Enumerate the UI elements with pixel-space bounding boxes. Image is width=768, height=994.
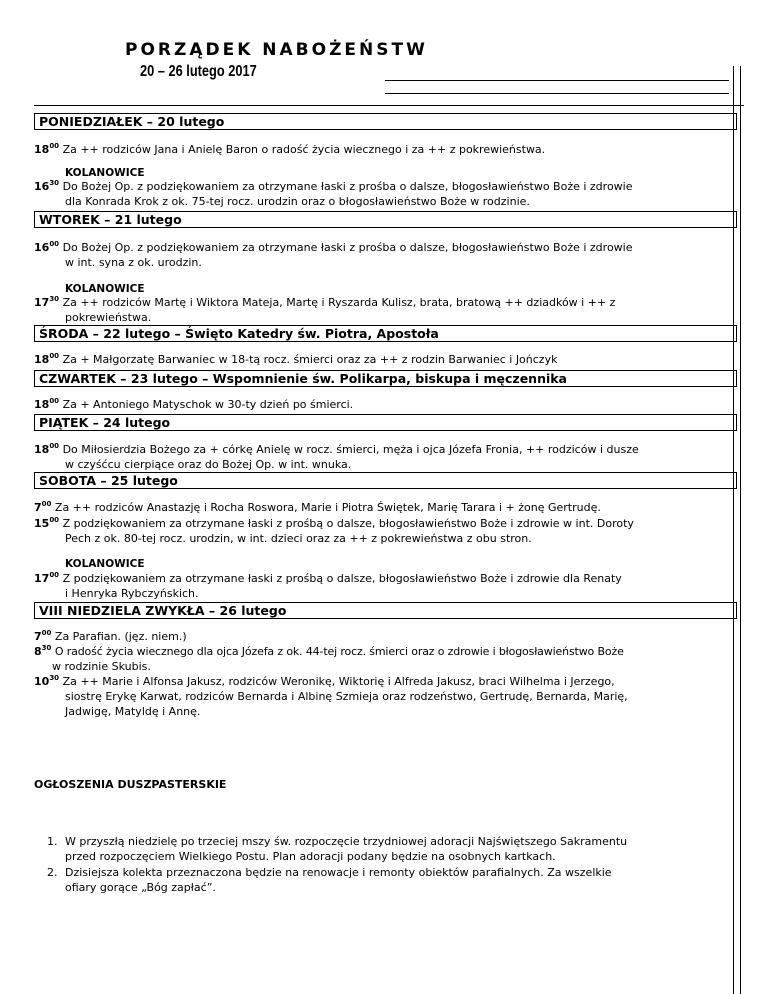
day-header-saturday: SOBOTA – 25 lutego (34, 472, 737, 489)
margin-line-2 (740, 66, 741, 994)
mass-entry-cont: w czyśćcu cierpiące oraz do Bożej Op. w int. wnuka. (65, 458, 352, 471)
mass-entry-cont: w rodzinie Skubis. (52, 660, 151, 673)
announcements-title: OGŁOSZENIA DUSZPASTERSKIE (34, 778, 227, 791)
day-header-wednesday: ŚRODA – 22 lutego – Święto Katedry św. Piotra, Apostoła (34, 325, 737, 342)
mass-entry: $18^{00}$ Za + Małgorzatę Barwaniec w 18-tą rocz. śmierci oraz za ++ z rodzin Barwaniec i Jończyk (34, 352, 558, 366)
mass-entry: $18^{00}$ Do Miłosierdzia Bożego za + córkę Anielę w rocz. śmierci, męża i ojca Józefa Fronia, ++ rodziców i dusze (34, 442, 639, 456)
mass-entry-cont: w int. syna z ok. urodzin. (65, 256, 202, 269)
mass-entry: $8^{30}$ O radość życia wiecznego dla ojca Józefa z ok. 44-tej rocz. śmierci oraz o zdrowie i błogosławieństwo Boże (34, 644, 624, 658)
mass-entry-cont: siostrę Erykę Karwat, rodziców Bernarda i Albinę Szmieja oraz rodzeństwo, Gertrudę, Bernarda, Marię, (65, 690, 628, 703)
day-header-monday: PONIEDZIAŁEK – 20 lutego (34, 113, 737, 130)
mass-entry-cont: pokrewieństwa. (65, 311, 152, 324)
mass-entry: $17^{00}$ Z podziękowaniem za otrzymane łaski z prośbą o dalsze, błogosławieństwo Boże i zdrowie dla Renaty (34, 571, 622, 585)
mass-entry-cont: Jadwigę, Matyldę i Annę. (65, 705, 201, 718)
mass-entry: $18^{00}$ Za + Antoniego Matyschok w 30-ty dzień po śmierci. (34, 397, 354, 411)
mass-entry: $10^{30}$ Za ++ Marie i Alfonsa Jakusz, rodziców Weronikę, Wiktorię i Alfreda Jakusz, braci Wilhelma i Jerzego, (34, 674, 615, 688)
date-range: 20 – 26 lutego 2017 (140, 63, 257, 80)
mass-entry: $18^{00}$ Za ++ rodziców Jana i Anielę Baron o radość życia wiecznego i za ++ z pokrewieństwa. (34, 142, 546, 156)
location-label: KOLANOWICE (65, 283, 145, 295)
announcement-item-cont: przed rozpoczęciem Wielkiego Postu. Plan adoracji podany będzie na osobnych kartkach. (65, 850, 556, 863)
page-rule (34, 105, 744, 106)
announcement-item-cont: ofiary gorące „Bóg zapłać”. (65, 881, 216, 894)
mass-entry-cont: dla Konrada Krok z ok. 75-tej rocz. urodzin oraz o błogosławieństwo Boże w rodzinie. (65, 195, 530, 208)
page-title: PORZĄDEK NABOŻEŃSTW (125, 40, 428, 60)
location-label: KOLANOWICE (65, 558, 145, 570)
announcement-item: 1. W przyszłą niedzielę po trzeciej mszy św. rozpoczęcie trzydniowej adoracji Najświętszego Sakramentu (47, 835, 628, 848)
mass-entry: $17^{30}$ Za ++ rodziców Martę i Wiktora Mateja, Martę i Ryszarda Kulisz, brata, bratową ++ dziadków i ++ z (34, 295, 616, 309)
mass-entry: $16^{30}$ Do Bożej Op. z podziękowaniem za otrzymane łaski z prośba o dalsze, błogosławieństwo Boże i zdrowie (34, 179, 633, 193)
day-header-sunday: VIII NIEDZIELA ZWYKŁA – 26 lutego (34, 602, 737, 619)
mass-entry-cont: i Henryka Rybczyńskich. (65, 587, 199, 600)
header-rule-top (385, 80, 729, 81)
day-header-tuesday: WTOREK – 21 lutego (34, 211, 737, 228)
mass-entry: $7^{00}$ Za Parafian. (jęz. niem.) (34, 629, 187, 643)
day-header-friday: PIĄTEK – 24 lutego (34, 414, 737, 431)
announcement-item: 2. Dzisiejsza kolekta przeznaczona będzie na renowacje i remonty obiektów parafialnych. Za wszelkie (47, 866, 612, 879)
margin-line-1 (733, 66, 734, 994)
location-label: KOLANOWICE (65, 167, 145, 179)
mass-entry: $16^{00}$ Do Bożej Op. z podziękowaniem za otrzymane łaski z prośba o dalsze, błogosławieństwo Boże i zdrowie (34, 240, 633, 254)
mass-entry: $7^{00}$ Za ++ rodziców Anastazję i Rocha Roswora, Marie i Piotra Świętek, Marię Tarara i + żonę Gertrudę. (34, 500, 601, 514)
mass-entry-cont: Pech z ok. 80-tej rocz. urodzin, w int. dzieci oraz za ++ z pokrewieństwa z obu stron. (65, 532, 532, 545)
header-rule-bottom (385, 93, 729, 94)
mass-entry: $15^{00}$ Z podziękowaniem za otrzymane łaski z prośbą o dalsze, błogosławieństwo Boże i zdrowie w int. Doroty (34, 516, 634, 530)
day-header-thursday: CZWARTEK – 23 lutego – Wspomnienie św. Polikarpa, biskupa i męczennika (34, 370, 737, 387)
